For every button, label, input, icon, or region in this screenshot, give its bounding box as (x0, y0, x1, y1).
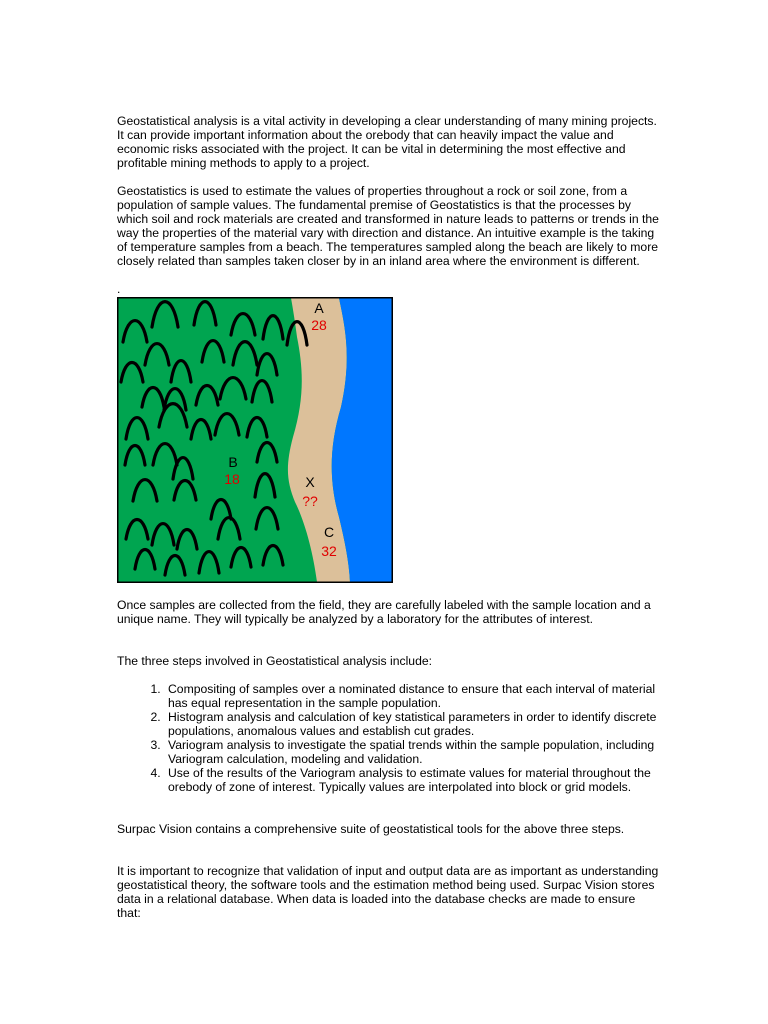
surpac-paragraph: Surpac Vision contains a comprehensive suite of geostatistical tools for the above three steps. (117, 822, 625, 836)
sample-location-label: X (305, 474, 315, 490)
sample-location-label: C (323, 524, 335, 540)
list-item: 4. Use of the results of the Variogram analysis to estimate values for material throughout the orebody of zone of interest. Typically values are interpolated into block or grid models. (164, 766, 662, 794)
steps-intro: The three steps involved in Geostatistical analysis include: (117, 654, 433, 668)
sample-value-label: 18 (224, 471, 240, 487)
sample-location-label: B (228, 454, 238, 470)
estimation-paragraph: Geostatistics is used to estimate the values of properties throughout a rock or soil zone, from a population of sample values. The fundamental premise of Geostatistics is that the processes by which soil and rock materials are created and transformed in nature leads to patterns or trends in the way the properties of the material vary with direction and distance. An intuitive example is the taking of temperature samples from a beach. The temperatures sampled along the beach are likely to more closely related than samples taken closer by in an inland area where the environment is different. (117, 184, 659, 268)
sample-value-label: 28 (311, 317, 327, 333)
intro-paragraph: Geostatistical analysis is a vital activity in developing a clear understanding of many mining projects. It can provide important information about the orebody that can heavily impact the value and economic risks associated with the project. It can be vital in determining the most effective and profitable mining methods to apply to a project. (117, 114, 657, 170)
steps-list (117, 682, 662, 794)
samples-paragraph: Once samples are collected from the field, they are carefully labeled with the sample location and a unique name. They will typically be analyzed by a laboratory for the attributes of interest. (117, 598, 651, 626)
sample-location-label: A (314, 300, 324, 316)
list-item: 2. Histogram analysis and calculation of key statistical parameters in order to identify discrete populations, anomalous values and establish cut grades. (164, 710, 662, 738)
list-item: 3. Variogram analysis to investigate the spatial trends within the sample population, including Variogram calculation, modeling and validation. (164, 738, 662, 766)
sample-value-label: ?? (302, 493, 318, 509)
stray-period: . (117, 282, 121, 296)
list-item: 1. Compositing of samples over a nominated distance to ensure that each interval of material has equal representation in the sample population. (164, 682, 662, 710)
sample-value-label: 32 (321, 543, 337, 559)
validation-paragraph: It is important to recognize that validation of input and output data are as important as understanding geostatistical theory, the software tools and the estimation method being used. Surpac Vision stores data in a relational database. When data is loaded into the database checks are made to ensure that: (117, 864, 659, 920)
beach-sampling-figure (117, 297, 393, 583)
